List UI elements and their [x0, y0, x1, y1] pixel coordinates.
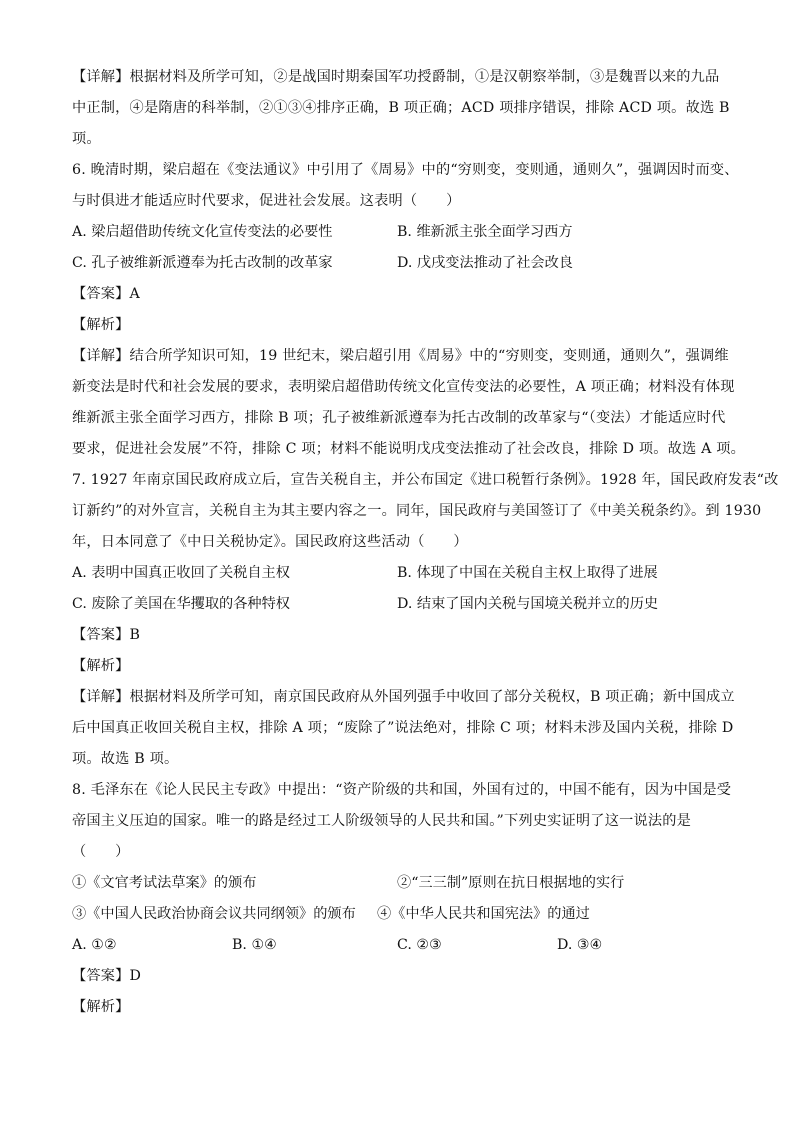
- question-6-stem: 6. 晚清时期，梁启超在《变法通议》中引用了《周易》中的“穷则变，变则通，通则久”，强调因时而变、: [72, 162, 739, 178]
- explanation-line: 【详解】根据材料及所学可知，②是战国时期秦国军功授爵制，①是汉朝察举制，③是魏晋以来的九品: [72, 69, 720, 85]
- question-6-options-row: [72, 217, 732, 248]
- explanation-line: 后中国真正收回关税自主权，排除 A 项；“废除了”说法绝对，排除 C 项；材料未涉及国内关税，排除 D: [72, 720, 734, 736]
- question-8-options-row: [72, 930, 732, 961]
- option-d: D. 戊戌变法推动了社会改良: [397, 255, 573, 271]
- question-6-stem: 与时俱进才能适应时代要求，促进社会发展。这表明（ ）: [72, 193, 461, 209]
- option-a: A. 表明中国真正收回了关税自主权: [72, 565, 290, 581]
- option-b: B. 维新派主张全面学习西方: [397, 224, 573, 240]
- explanation-line: 项。: [72, 131, 101, 147]
- statement-1: ①《文官考试法草案》的颁布: [72, 875, 257, 891]
- analysis-label: 【解析】: [72, 999, 130, 1015]
- option-b: B. 体现了中国在关税自主权上取得了进展: [397, 565, 658, 581]
- explanation-line: 中正制，④是隋唐的科举制，②①③④排序正确，B 项正确；ACD 项排序错误，排除 ACD 项。故选 B: [72, 100, 730, 116]
- analysis-label: 【解析】: [72, 658, 130, 674]
- question-8-statements-row: [72, 899, 732, 930]
- explanation-line: 维新派主张全面学习西方，排除 B 项；孔子被维新派遵奉为托古改制的改革家与“（变法）才能适应时代: [72, 410, 726, 426]
- option-b: B. ①④: [232, 937, 277, 953]
- question-7-stem: 7. 1927 年南京国民政府成立后，宣告关税自主，并公布国定《进口税暂行条例》。1928 年，国民政府发表“改: [72, 472, 779, 488]
- document-page: [72, 62, 779, 1023]
- option-d: D. 结束了国内关税与国境关税并立的历史: [397, 596, 659, 612]
- explanation-line: 【详解】结合所学知识可知，19 世纪末，梁启超引用《周易》中的“穷则变，变则通，通则久”，强调维: [72, 348, 729, 364]
- question-8-stem: 帝国主义压迫的国家。唯一的路是经过工人阶级领导的人民共和国。”下列史实证明了这一说法的是: [72, 813, 692, 829]
- option-a: A. 梁启超借助传统文化宣传变法的必要性: [72, 224, 333, 240]
- explanation-line: 【详解】根据材料及所学可知，南京国民政府从外国列强手中收回了部分关税权，B 项正确；新中国成立: [72, 689, 735, 705]
- option-d: D. ③④: [557, 937, 603, 953]
- explanation-line: 要求，促进社会发展”不符，排除 C 项；材料不能说明戊戌变法推动了社会改良，排除 D 项。故选 A 项。: [72, 441, 746, 457]
- explanation-line: 新变法是时代和社会发展的要求，表明梁启超借助传统文化宣传变法的必要性，A 项正确；材料没有体现: [72, 379, 735, 395]
- question-8-stem: （ ）: [72, 844, 130, 860]
- answer-label: 【答案】B: [72, 627, 141, 643]
- question-7-stem: 年，日本同意了《中日关税协定》。国民政府这些活动（ ）: [72, 534, 468, 550]
- answer-label: 【答案】D: [72, 968, 142, 984]
- question-6-options-row: [72, 248, 732, 279]
- answer-label: 【答案】A: [72, 286, 140, 302]
- statement-3: ③《中国人民政治协商会议共同纲领》的颁布: [72, 906, 356, 922]
- question-7-options-row: [72, 589, 732, 620]
- question-7-options-row: [72, 558, 732, 589]
- question-8-stem: 8. 毛泽东在《论人民民主专政》中提出：“资产阶级的共和国，外国有过的，中国不能有，因为中国是受: [72, 782, 732, 798]
- question-8-statements-row: [72, 868, 732, 899]
- option-c: C. ②③: [397, 937, 442, 953]
- option-c: C. 孔子被维新派遵奉为托古改制的改革家: [72, 255, 333, 271]
- option-c: C. 废除了美国在华攫取的各种特权: [72, 596, 290, 612]
- option-a: A. ①②: [72, 937, 117, 953]
- statement-4: ④《中华人民共和国宪法》的通过: [377, 906, 590, 922]
- question-7-stem: 订新约”的对外宣言，关税自主为其主要内容之一。同年，国民政府与美国签订了《中美关税条约》。到 1930: [72, 503, 762, 519]
- analysis-label: 【解析】: [72, 317, 130, 333]
- statement-2: ②“三三制”原则在抗日根据地的实行: [397, 875, 625, 891]
- explanation-line: 项。故选 B 项。: [72, 751, 179, 767]
